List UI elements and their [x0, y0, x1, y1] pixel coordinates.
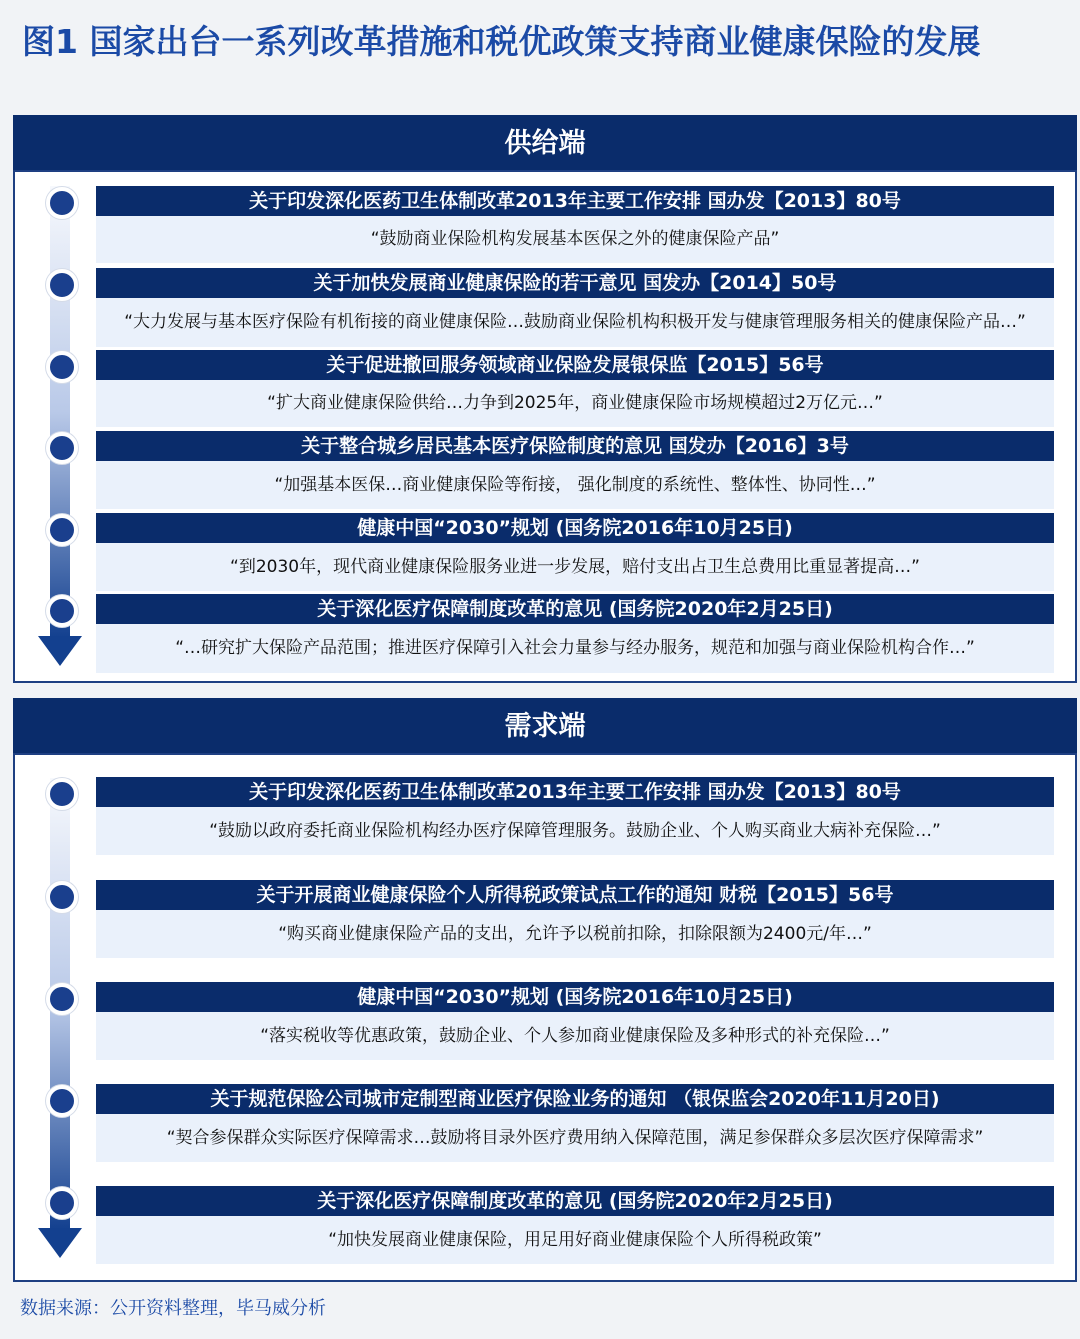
timeline-dot [46, 187, 78, 219]
supply-item-title: 健康中国“2030”规划 (国务院2016年10月25日) [96, 513, 1054, 543]
timeline-dot [46, 351, 78, 383]
timeline-dot [46, 514, 78, 546]
supply-item-title: 关于深化医疗保障制度改革的意见 (国务院2020年2月25日) [96, 594, 1054, 624]
demand-item-title: 关于规范保险公司城市定制型商业医疗保险业务的通知 （银保监会2020年11月20日) [96, 1084, 1054, 1114]
timeline-dot [46, 778, 78, 810]
supply-item-title: 关于促进撤回服务领域商业保险发展银保监【2015】56号 [96, 350, 1054, 380]
supply-item-quote: “…研究扩大保险产品范围；推进医疗保障引入社会力量参与经办服务，规范和加强与商业保险机构合作…” [96, 624, 1054, 673]
demand-item-quote: “加快发展商业健康保险，用足用好商业健康保险个人所得税政策” [96, 1216, 1054, 1264]
demand-item-title: 关于印发深化医药卫生体制改革2013年主要工作安排 国办发【2013】80号 [96, 777, 1054, 807]
timeline-dot [46, 1187, 78, 1219]
timeline-dot [46, 881, 78, 913]
demand-header: 需求端 [13, 698, 1077, 754]
supply-header: 供给端 [13, 115, 1077, 171]
supply-item-title: 关于整合城乡居民基本医疗保险制度的意见 国发办【2016】3号 [96, 431, 1054, 461]
demand-item-quote: “鼓励以政府委托商业保险机构经办医疗保障管理服务。鼓励企业、个人购买商业大病补充保险…” [96, 807, 1054, 855]
demand-item-quote: “契合参保群众实际医疗保障需求…鼓励将目录外医疗费用纳入保障范围，满足参保群众多层次医疗保障需求” [96, 1114, 1054, 1162]
supply-item-quote: “扩大商业健康保险供给…力争到2025年，商业健康保险市场规模超过2万亿元…” [96, 380, 1054, 427]
demand-item-title: 关于深化医疗保障制度改革的意见 (国务院2020年2月25日) [96, 1186, 1054, 1216]
supply-item-quote: “大力发展与基本医疗保险有机衔接的商业健康保险…鼓励商业保险机构积极开发与健康管理服务相关的健康保险产品…” [96, 298, 1054, 347]
demand-item-quote: “落实税收等优惠政策，鼓励企业、个人参加商业健康保险及多种形式的补充保险…” [96, 1012, 1054, 1060]
timeline-dot [46, 595, 78, 627]
timeline-dot [46, 983, 78, 1015]
demand-item-title: 健康中国“2030”规划 (国务院2016年10月25日) [96, 982, 1054, 1012]
supply-item-title: 关于印发深化医药卫生体制改革2013年主要工作安排 国办发【2013】80号 [96, 186, 1054, 216]
timeline-dot [46, 1085, 78, 1117]
source-note: 数据来源：公开资料整理，毕马威分析 [20, 1298, 326, 1319]
demand-timeline-arrow [38, 778, 82, 1258]
timeline-dot [46, 269, 78, 301]
demand-item-quote: “购买商业健康保险产品的支出，允许予以税前扣除，扣除限额为2400元/年…” [96, 910, 1054, 958]
supply-item-quote: “到2030年，现代商业健康保险服务业进一步发展，赔付支出占卫生总费用比重显著提高…” [96, 543, 1054, 591]
demand-item-title: 关于开展商业健康保险个人所得税政策试点工作的通知 财税【2015】56号 [96, 880, 1054, 910]
supply-item-quote: “加强基本医保…商业健康保险等衔接， 强化制度的系统性、整体性、协同性…” [96, 461, 1054, 509]
timeline-dot [46, 432, 78, 464]
supply-item-quote: “鼓励商业保险机构发展基本医保之外的健康保险产品” [96, 216, 1054, 263]
supply-item-title: 关于加快发展商业健康保险的若干意见 国发办【2014】50号 [96, 268, 1054, 298]
supply-timeline-arrow [38, 186, 82, 666]
page-title: 图1 国家出台一系列改革措施和税优政策支持商业健康保险的发展 [22, 22, 981, 61]
